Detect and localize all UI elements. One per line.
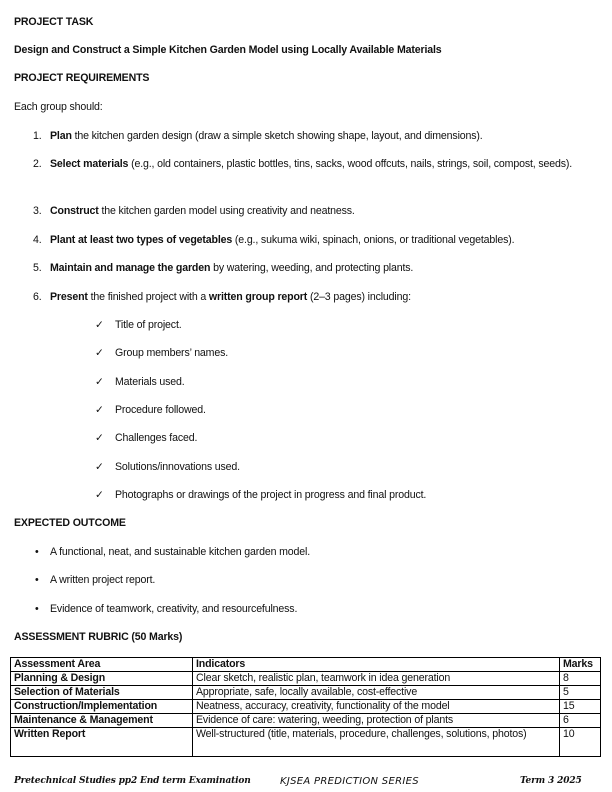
cell-marks: 8	[560, 672, 601, 686]
check-icon: ✓	[95, 432, 104, 445]
report-item: Materials used.	[115, 375, 185, 388]
table-row	[11, 686, 601, 700]
footer-series: KJSEA PREDICTION SERIES	[280, 776, 419, 787]
list-number: 4.	[33, 234, 42, 246]
table-header-row	[11, 658, 601, 672]
cell-indicators: Appropriate, safe, locally available, cost-effective	[193, 686, 560, 700]
requirement-text	[50, 232, 590, 249]
cell-area: Construction/Implementation	[11, 700, 193, 714]
cell-marks: 15	[560, 700, 601, 714]
report-item: Procedure followed.	[115, 403, 206, 416]
cell-marks: 5	[560, 686, 601, 700]
cell-area: Selection of Materials	[11, 686, 193, 700]
requirement-rest: (2–3 pages) including:	[307, 291, 411, 303]
heading-rubric: ASSESSMENT RUBRIC (50 Marks)	[14, 631, 183, 643]
list-number: 3.	[33, 205, 42, 217]
cell-marks: 10	[560, 728, 601, 757]
header-indicators: Indicators	[193, 658, 560, 672]
header-marks: Marks	[560, 658, 601, 672]
cell-marks: 6	[560, 714, 601, 728]
requirement-bold: Present	[50, 291, 88, 303]
cell-indicators: Evidence of care: watering, weeding, protection of plants	[193, 714, 560, 728]
requirement-rest: the kitchen garden design (draw a simple sketch showing shape, layout, and dimensions).	[71, 130, 483, 142]
requirement-rest: the kitchen garden model using creativity and neatness.	[98, 205, 355, 217]
requirement-rest: (e.g., sukuma wiki, spinach, onions, or traditional vegetables).	[232, 234, 515, 246]
rubric-table	[10, 657, 601, 757]
requirement-bold: Plant at least two types of vegetables	[50, 234, 233, 246]
project-title: Design and Construct a Simple Kitchen Garden Model using Locally Available Materials	[14, 44, 442, 56]
check-icon: ✓	[95, 488, 104, 501]
heading-expected-outcome: EXPECTED OUTCOME	[14, 517, 126, 529]
requirement-rest: the finished project with a	[87, 291, 209, 303]
outcome-item: Evidence of teamwork, creativity, and resourcefulness.	[50, 602, 298, 615]
requirement-bold: Select materials	[50, 158, 129, 170]
table-row	[11, 728, 601, 757]
report-item: Title of project.	[115, 319, 182, 331]
cell-indicators: Clear sketch, realistic plan, teamwork in idea generation	[193, 672, 560, 686]
cell-area: Planning & Design	[11, 672, 193, 686]
table-row	[11, 672, 601, 686]
report-item: Challenges faced.	[115, 432, 198, 445]
outcome-item: A written project report.	[50, 574, 156, 587]
requirement-bold: written group report	[208, 291, 308, 303]
requirement-bold: Construct	[50, 205, 99, 217]
report-item: Solutions/innovations used.	[115, 460, 240, 473]
outcome-item: A functional, neat, and sustainable kitchen garden model.	[50, 546, 311, 558]
requirement-bold: Plan	[50, 130, 72, 142]
heading-requirements: PROJECT REQUIREMENTS	[14, 72, 150, 84]
footer-term: Term 3 2025	[520, 776, 582, 786]
check-icon: ✓	[95, 375, 104, 388]
check-icon: ✓	[95, 460, 104, 473]
cell-area: Maintenance & Management	[11, 714, 193, 728]
bullet-icon: •	[35, 546, 39, 558]
requirement-text	[50, 128, 590, 145]
requirement-bold: Maintain and manage the garden	[50, 262, 211, 274]
report-item: Group members’ names.	[115, 347, 229, 360]
table-row	[11, 714, 601, 728]
check-icon: ✓	[95, 319, 104, 331]
cell-area: Written Report	[11, 728, 193, 757]
list-number: 1.	[33, 130, 42, 142]
list-number: 6.	[33, 291, 42, 303]
requirement-rest: by watering, weeding, and protecting plants.	[210, 262, 414, 274]
requirement-text	[50, 156, 590, 173]
bullet-icon: •	[35, 602, 39, 615]
header-area: Assessment Area	[11, 658, 193, 672]
bullet-icon: •	[35, 574, 39, 587]
intro-text: Each group should:	[14, 101, 103, 113]
cell-indicators: Neatness, accuracy, creativity, functionality of the model	[193, 700, 560, 714]
footer-subject: Pretechnical Studies pp2 End term Examination	[14, 776, 251, 786]
check-icon: ✓	[95, 403, 104, 416]
requirement-rest: (e.g., old containers, plastic bottles, tins, sacks, wood offcuts, nails, strings, soil, compost, seeds).	[128, 158, 573, 170]
requirement-text	[50, 289, 590, 306]
table-row	[11, 700, 601, 714]
requirement-text	[50, 260, 590, 277]
report-item: Photographs or drawings of the project in progress and final product.	[115, 488, 427, 501]
check-icon: ✓	[95, 347, 104, 360]
list-number: 2.	[33, 158, 42, 170]
cell-indicators: Well-structured (title, materials, procedure, challenges, solutions, photos)	[193, 728, 560, 757]
list-number: 5.	[33, 262, 42, 274]
heading-project-task: PROJECT TASK	[14, 16, 94, 28]
requirement-text	[50, 203, 590, 220]
